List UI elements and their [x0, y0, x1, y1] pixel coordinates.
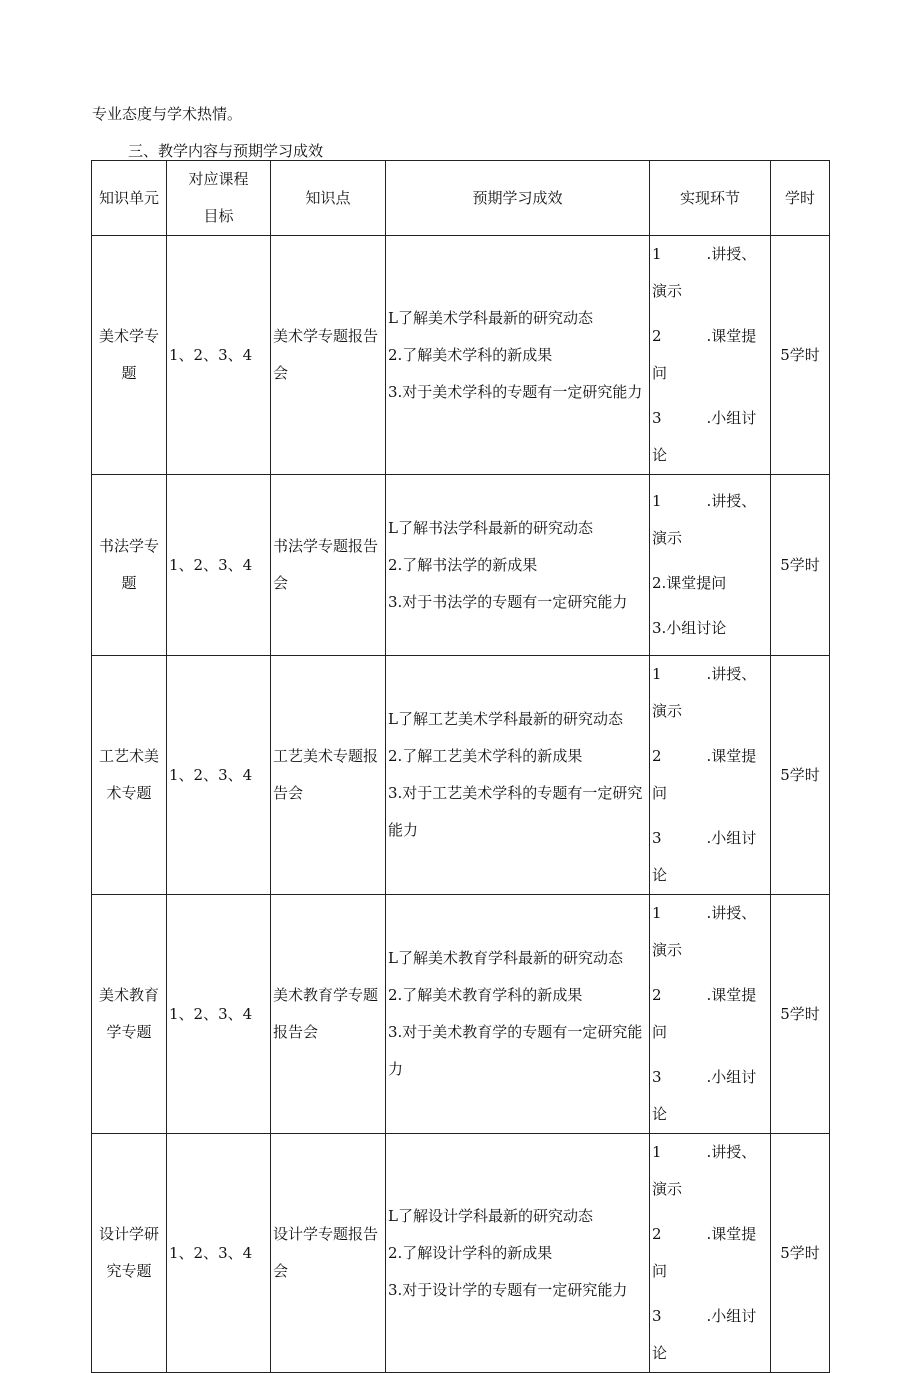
- outcome-item: L了解美术学科最新的研究动态: [388, 308, 593, 327]
- outcome-item: 3.对于书法学的专题有一定研究能力: [388, 592, 628, 611]
- cell-expected-outcome: [386, 895, 650, 1134]
- outcome-item: L了解书法学科最新的研究动态: [388, 518, 593, 537]
- method-item: 3 .小组讨论: [652, 1068, 757, 1123]
- cell-method: [650, 895, 771, 1134]
- cell-unit: 工艺术美术专题: [92, 656, 167, 895]
- cell-hours: 5学时: [771, 895, 830, 1134]
- method-item: 3 .小组讨论: [652, 829, 757, 884]
- cell-unit: 美术教育学专题: [92, 895, 167, 1134]
- cell-expected-outcome: [386, 236, 650, 475]
- method-item: 3 .小组讨论: [652, 1307, 757, 1362]
- cell-knowledge-point: 书法学专题报告会: [271, 475, 386, 656]
- cell-knowledge-point: 设计学专题报告会: [271, 1134, 386, 1373]
- header-unit: 知识单元: [92, 161, 167, 236]
- cell-hours: 5学时: [771, 1134, 830, 1373]
- header-method: 实现环节: [650, 161, 771, 236]
- method-item: 3.小组讨论: [652, 619, 727, 637]
- outcome-item: L了解工艺美术学科最新的研究动态: [388, 710, 623, 728]
- method-item: 2 .课堂提问: [652, 1225, 757, 1280]
- cell-unit: 书法学专题: [92, 475, 167, 656]
- method-item: 2 .课堂提问: [652, 327, 757, 382]
- cell-method: [650, 475, 771, 656]
- cell-expected-outcome: [386, 656, 650, 895]
- outcome-item: 3.对于设计学的专题有一定研究能力: [388, 1280, 628, 1299]
- outcome-item: 2.了解设计学科的新成果: [388, 1243, 553, 1262]
- method-item: 2 .课堂提问: [652, 747, 757, 802]
- cell-expected-outcome: [386, 475, 650, 656]
- outcome-item: 2.了解工艺美术学科的新成果: [388, 747, 583, 765]
- cell-method: [650, 1134, 771, 1373]
- method-item: 1 .讲授、演示: [652, 492, 757, 547]
- method-item: 1 .讲授、演示: [652, 1143, 757, 1198]
- cell-method: [650, 656, 771, 895]
- header-expected-outcome: 预期学习成效: [386, 161, 650, 236]
- cell-course-goals: 1、2、3、4: [167, 895, 271, 1134]
- outcome-item: 2.了解美术学科的新成果: [388, 345, 553, 364]
- table-row: [92, 656, 830, 895]
- cell-knowledge-point: 工艺美术专题报告会: [271, 656, 386, 895]
- method-item: 1 .讲授、演示: [652, 904, 757, 959]
- header-goals-line2: 目标: [203, 207, 234, 225]
- teaching-content-table: [91, 160, 830, 1373]
- table-row: [92, 1134, 830, 1373]
- outcome-item: 3.对于美术学科的专题有一定研究能力: [388, 382, 643, 401]
- method-item: 3 .小组讨论: [652, 409, 757, 464]
- method-item: 1 .讲授、演示: [652, 245, 757, 300]
- table-row: [92, 895, 830, 1134]
- header-hours: 学时: [771, 161, 830, 236]
- header-knowledge-point: 知识点: [271, 161, 386, 236]
- cell-knowledge-point: 美术教育学专题报告会: [271, 895, 386, 1134]
- table-body: [92, 161, 830, 1373]
- method-item: 2.课堂提问: [652, 574, 727, 592]
- outcome-item: 3.对于工艺美术学科的专题有一定研究能力: [388, 784, 643, 839]
- outcome-item: 2.了解书法学的新成果: [388, 555, 538, 574]
- intro-text: 专业态度与学术热情。: [92, 105, 243, 123]
- outcome-item: 2.了解美术教育学科的新成果: [388, 986, 583, 1004]
- cell-method: [650, 236, 771, 475]
- cell-knowledge-point: 美术学专题报告会: [271, 236, 386, 475]
- cell-hours: 5学时: [771, 236, 830, 475]
- cell-hours: 5学时: [771, 475, 830, 656]
- method-item: 1 .讲授、演示: [652, 665, 757, 720]
- table-header-row: [92, 161, 830, 236]
- section-heading: 三、教学内容与预期学习成效: [128, 142, 324, 160]
- method-item: 2 .课堂提问: [652, 986, 757, 1041]
- cell-course-goals: 1、2、3、4: [167, 1134, 271, 1373]
- cell-hours: 5学时: [771, 656, 830, 895]
- cell-expected-outcome: [386, 1134, 650, 1373]
- cell-course-goals: 1、2、3、4: [167, 236, 271, 475]
- cell-unit: 设计学研究专题: [92, 1134, 167, 1373]
- header-goals-line1: 对应课程: [188, 170, 249, 188]
- outcome-item: L了解美术教育学科最新的研究动态: [388, 949, 623, 967]
- cell-course-goals: 1、2、3、4: [167, 475, 271, 656]
- header-course-goals: [167, 161, 271, 236]
- table-row: [92, 236, 830, 475]
- outcome-item: 3.对于美术教育学的专题有一定研究能力: [388, 1023, 643, 1078]
- cell-unit: 美术学专题: [92, 236, 167, 475]
- cell-course-goals: 1、2、3、4: [167, 656, 271, 895]
- table-row: [92, 475, 830, 656]
- outcome-item: L了解设计学科最新的研究动态: [388, 1206, 593, 1225]
